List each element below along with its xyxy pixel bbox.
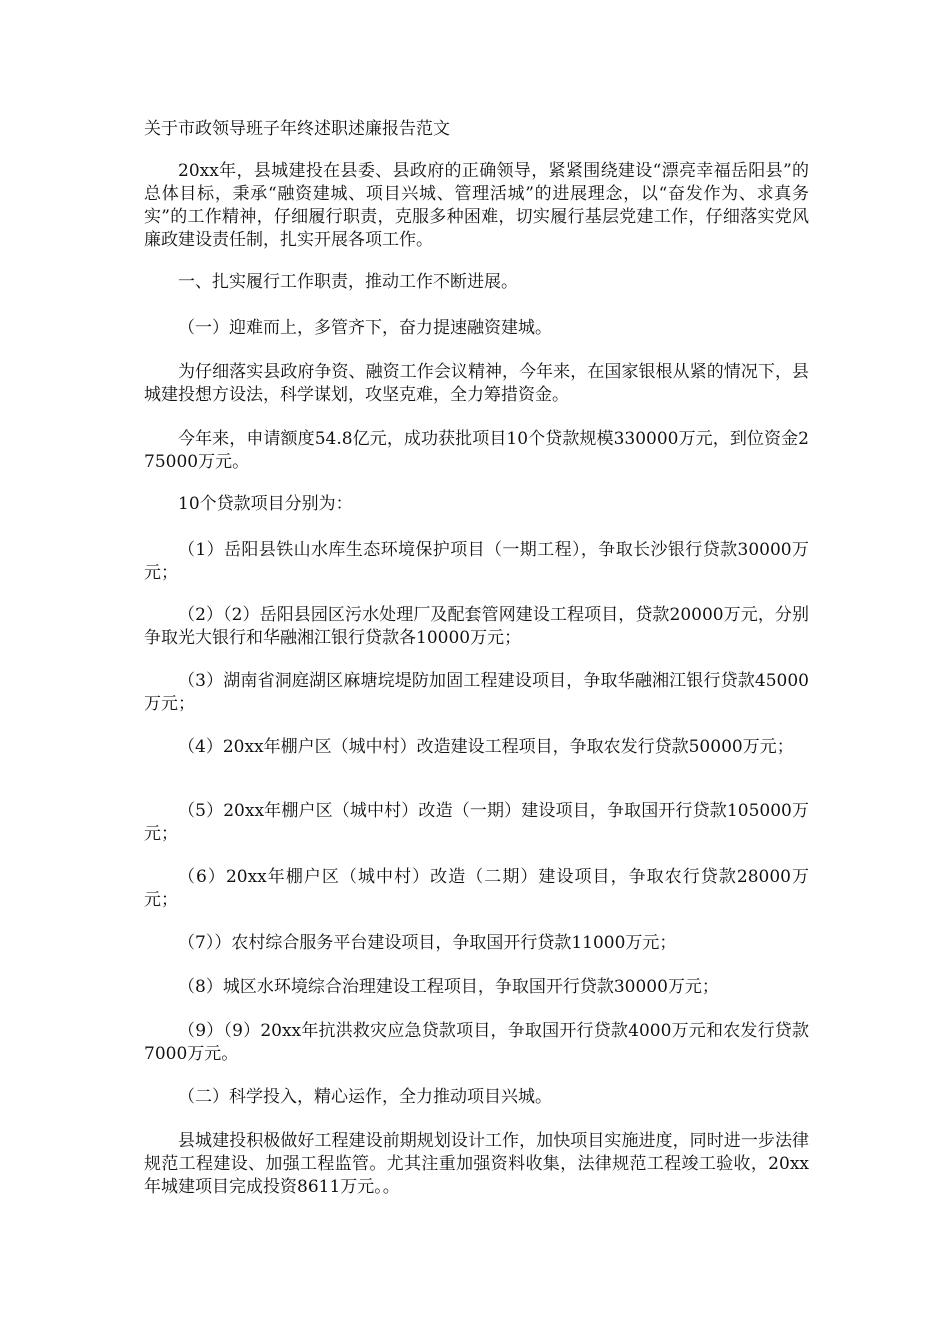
intro-paragraph: 20xx年，县城建投在县委、县政府的正确领导，紧紧围绕建设“漂亮幸福岳阳县”的总体目标，秉承“融资建城、项目兴城、管理活城”的进展理念，以“奋发作为、求真务实”的工作精神，仔细履行职责，克服多种困难，切实履行基层党建工作，仔细落实党风廉政建设责任制，扎实开展各项工作。 — [144, 161, 809, 250]
loan-summary-paragraph: 今年来，申请额度54.8亿元，成功获批项目10个贷款规模330000万元，到位资金275000万元。 — [144, 429, 809, 472]
list-item: （4）20xx年棚户区（城中村）改造建设工程项目，争取农发行贷款50000万元； — [178, 737, 794, 757]
list-item: （7））农村综合服务平台建设项目，争取国开行贷款11000万元； — [178, 933, 677, 953]
list-item: （2）（2）岳阳县园区污水处理厂及配套管网建设工程项目，贷款20000万元，分别争取光大银行和华融湘江银行贷款各10000万元； — [144, 605, 809, 648]
list-item: （6）20xx年棚户区（城中村）改造（二期）建设项目，争取农行贷款28000万元； — [144, 867, 809, 910]
financing-paragraph: 为仔细落实县政府争资、融资工作会议精神，今年来，在国家银根从紧的情况下，县城建投想方设法，科学谋划，攻坚克难，全力筹措资金。 — [144, 362, 809, 405]
subsection-heading-1: （一）迎难而上，多管齐下，奋力提速融资建城。 — [178, 318, 552, 338]
subsection-heading-2: （二）科学投入，精心运作，全力推动项目兴城。 — [178, 1087, 552, 1107]
document-title: 关于市政领导班子年终述职述廉报告范文 — [144, 119, 450, 139]
section-heading-1: 一、扎实履行工作职责，推动工作不断进展。 — [178, 272, 518, 292]
loan-list-intro: 10个贷款项目分别为： — [178, 494, 353, 514]
project-paragraph: 县城建投积极做好工程建设前期规划设计工作，加快项目实施进度，同时进一步法律规范工程建设、加强工程监管。尤其注重加强资料收集，法律规范工程竣工验收，20xx年城建项目完成投资8611万元。。 — [144, 1131, 809, 1197]
list-item: （8）城区水环境综合治理建设工程项目，争取国开行贷款30000万元； — [178, 977, 719, 997]
list-item: （1）岳阳县铁山水库生态环境保护项目（一期工程），争取长沙银行贷款30000万元； — [144, 540, 809, 583]
list-item: （5）20xx年棚户区（城中村）改造（一期）建设项目，争取国开行贷款105000万元； — [144, 801, 809, 844]
list-item: （9）（9）20xx年抗洪救灾应急贷款项目，争取国开行贷款4000万元和农发行贷款7000万元。 — [144, 1021, 809, 1064]
list-item: （3）湖南省洞庭湖区麻塘垸堤防加固工程建设项目，争取华融湘江银行贷款45000万元； — [144, 671, 809, 714]
